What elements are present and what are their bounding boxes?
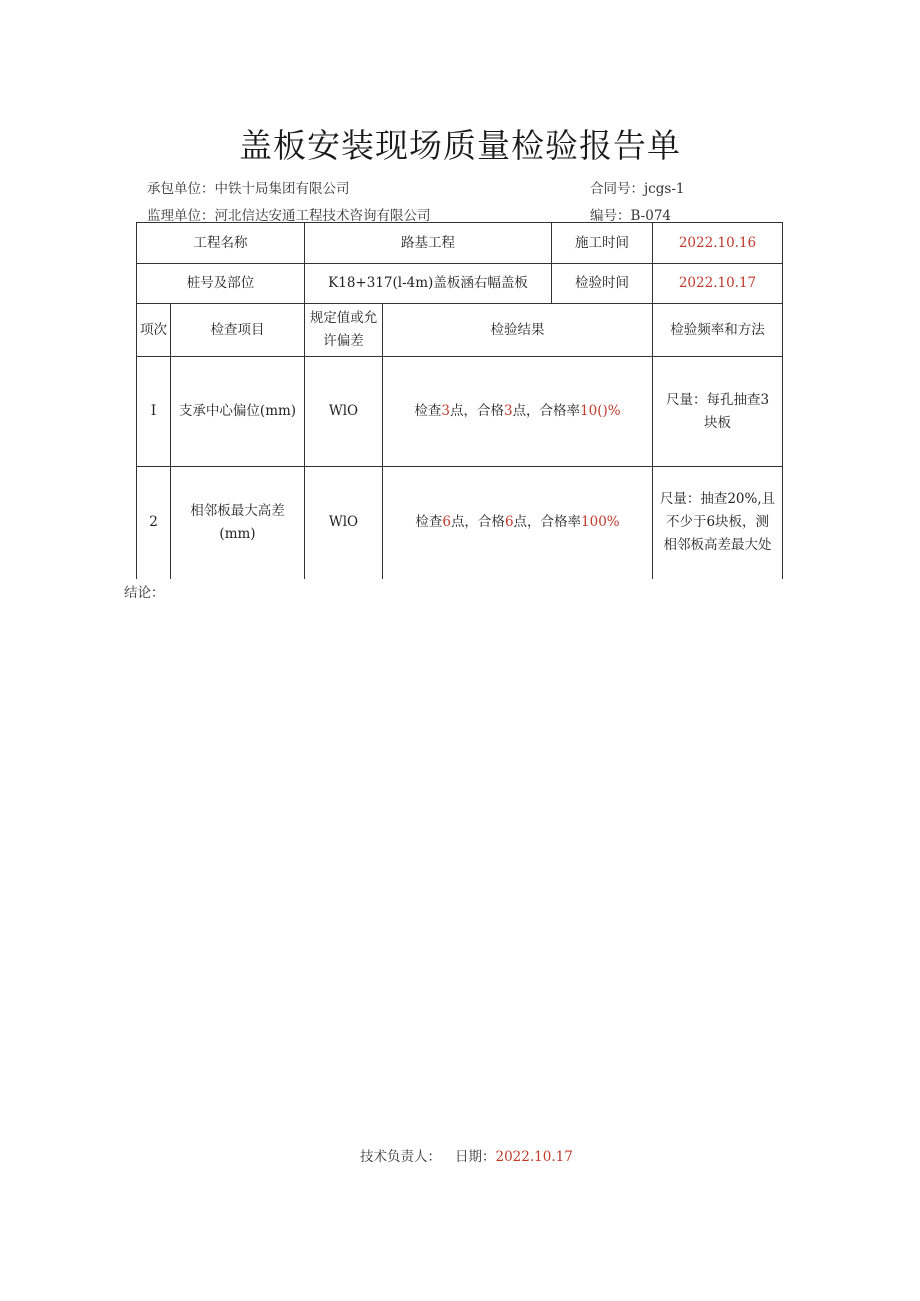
result-pass-rate: 10()%: [580, 403, 621, 419]
row-no: 2: [137, 467, 171, 579]
station-row: [137, 264, 783, 304]
row-result: [383, 357, 653, 467]
result-checked-count: 3: [441, 403, 450, 419]
station-label: 桩号及部位: [137, 264, 305, 304]
footer-tech-lead: 技术负责人：: [360, 1149, 441, 1165]
col-result: 检验结果: [383, 304, 653, 357]
check-item-line2: (mm): [219, 525, 256, 542]
col-item-no: 项次: [137, 304, 171, 357]
inspection-time-value: 2022.10.17: [653, 264, 783, 304]
construction-time-label: 施工时间: [552, 223, 653, 264]
method-line1: 尺量：每孔抽查3: [665, 391, 770, 408]
column-header-row: [137, 304, 783, 357]
method-line3: 相邻板高差最大处: [663, 537, 772, 554]
col-method: 检验频率和方法: [653, 304, 783, 357]
result-pass-count: 6: [504, 514, 514, 531]
station-value: K18+317(l-4m)盖板涵右幅盖板: [305, 264, 552, 304]
inspection-table: [136, 222, 783, 579]
conclusion-label: 结论：: [124, 585, 165, 601]
table-row: [137, 357, 783, 467]
row-tolerance: WlO: [305, 357, 383, 467]
result-rate-prefix: 点，合格率: [512, 403, 581, 419]
method-line2: 块板: [704, 414, 731, 431]
contract-number: 合同号：jcgs-1: [590, 181, 685, 197]
project-name-value: 路基工程: [305, 223, 552, 264]
footer-date-value: 2022.10.17: [495, 1149, 573, 1165]
row-check-item: 支承中心偏位(mm): [171, 357, 305, 467]
row-method: [653, 357, 783, 467]
result-rate-prefix: 点，合格率: [513, 514, 582, 531]
method-line2: 不少于6块板，测: [665, 514, 770, 531]
col-tolerance: [305, 304, 383, 357]
col-tolerance-line2: 许偏差: [323, 333, 364, 349]
row-tolerance: WlO: [305, 467, 383, 579]
project-row: [137, 223, 783, 264]
footer-date: [455, 1145, 573, 1165]
result-pass-prefix: 点，合格: [449, 403, 504, 419]
construction-time-value: 2022.10.16: [653, 223, 783, 264]
project-name-label: 工程名称: [137, 223, 305, 264]
table-row: [137, 467, 783, 579]
supervisor-line: 监理单位：河北信达安通工程技术咨询有限公司: [147, 208, 431, 224]
serial-number: 编号：B-074: [590, 208, 671, 224]
result-pass-prefix: 点，合格: [450, 514, 505, 531]
row-check-item: [171, 467, 305, 579]
result-pass-rate: 100%: [581, 514, 620, 531]
method-line1: 尺量：抽查20%,且: [659, 491, 776, 508]
col-check-item: 检查项目: [171, 304, 305, 357]
contractor-line: 承包单位：中铁十局集团有限公司: [147, 181, 350, 197]
row-no: I: [137, 357, 171, 467]
row-result: [383, 467, 653, 579]
inspection-time-label: 检验时间: [552, 264, 653, 304]
result-pass-count: 3: [503, 403, 513, 419]
result-checked-prefix: 检查: [415, 514, 443, 531]
result-checked-count: 6: [442, 514, 451, 531]
page-title: 盖板安装现场质量检验报告单: [239, 126, 681, 165]
check-item-line1: 相邻板最大高差: [190, 502, 285, 519]
result-checked-prefix: 检查: [414, 403, 442, 419]
col-tolerance-line1: 规定值或允: [309, 310, 378, 326]
row-method: [653, 467, 783, 579]
footer-date-label: 日期：: [455, 1149, 496, 1165]
